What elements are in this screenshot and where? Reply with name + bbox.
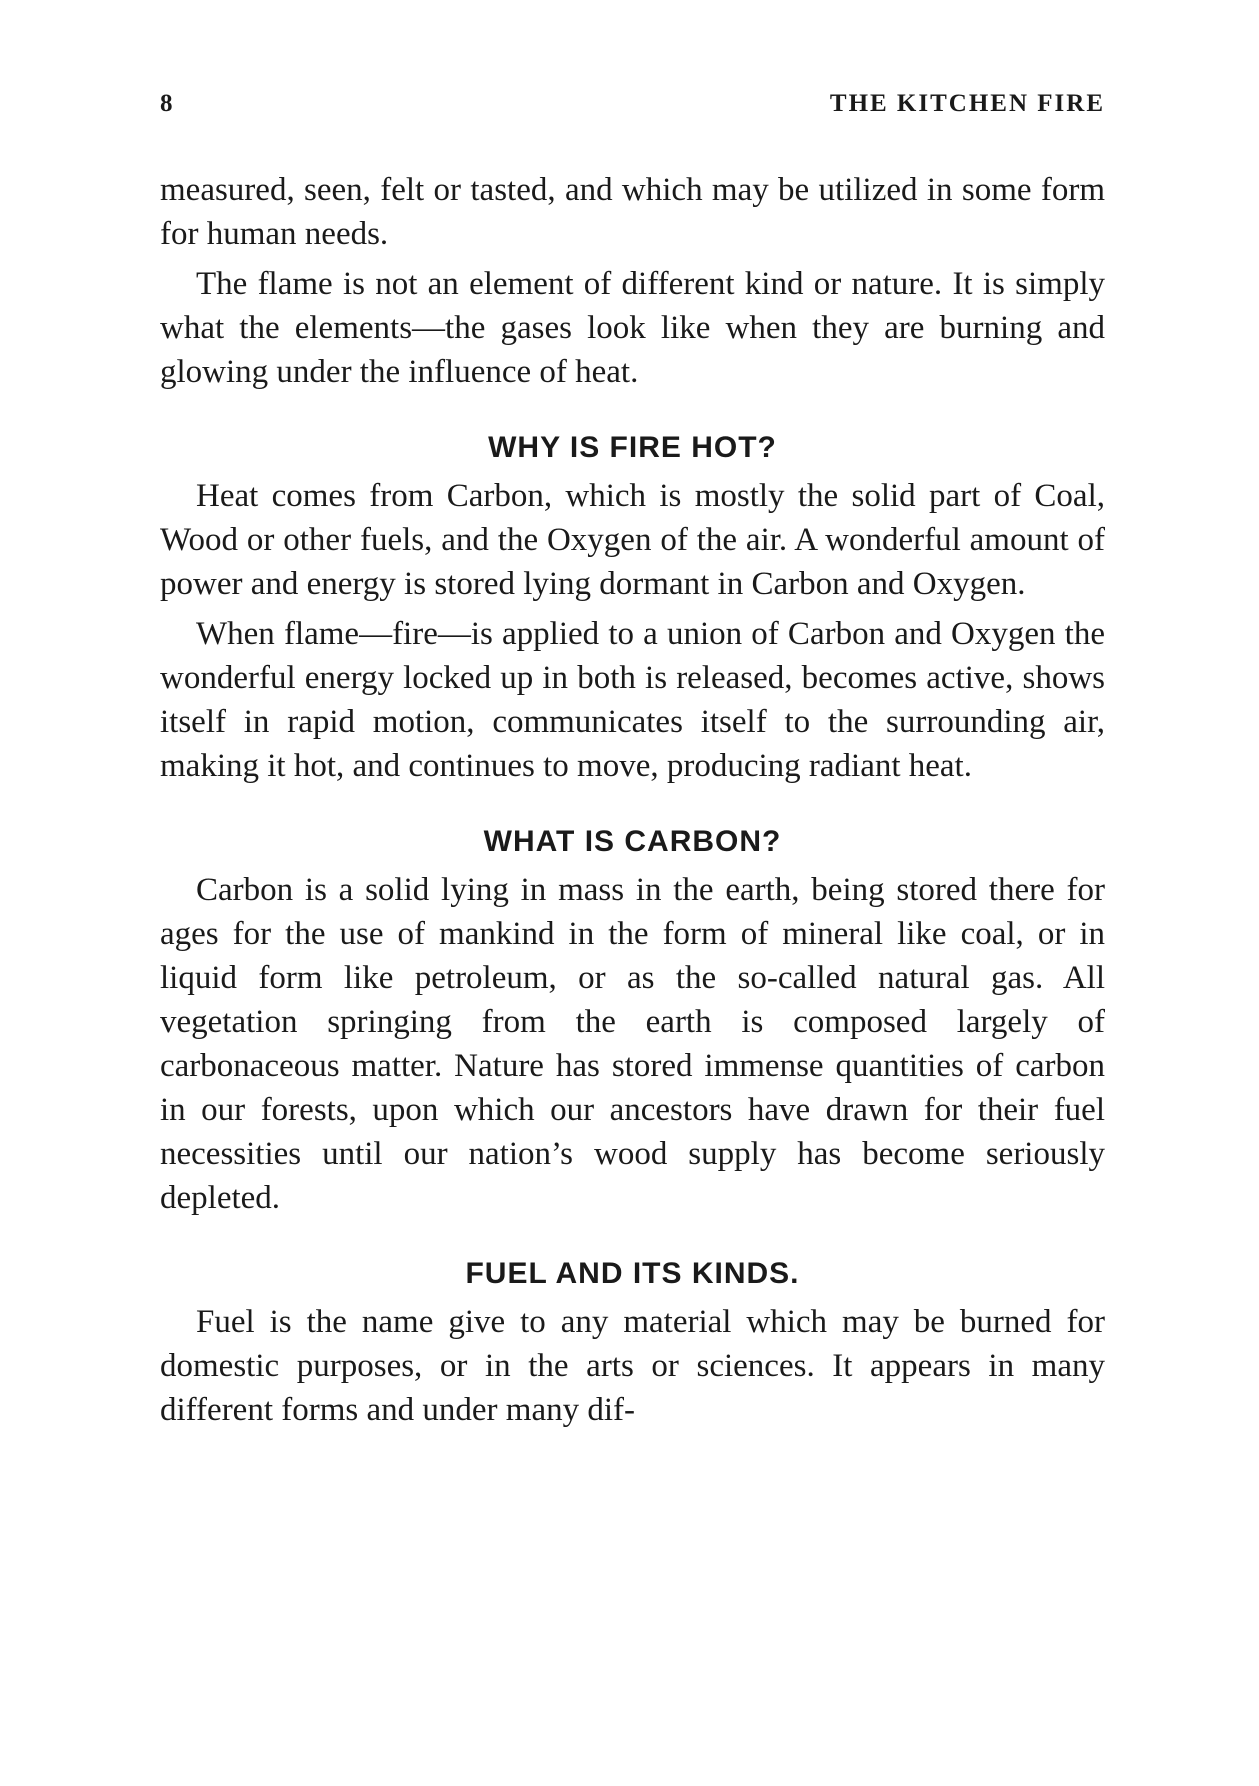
paragraph: Carbon is a solid lying in mass in the earth, being stored there for ages for the use of mankind in the form of mineral like coal, or in liquid form like petroleum, or as the so-called natural gas. All vegetation springing from the earth is composed largely of carbonaceous matter. Nature has stored immense quantities of carbon in our forests, upon which our ancestors have drawn for their fuel necessities until our nation’s wood supply has become seriously depleted. bbox=[160, 872, 1105, 1216]
intro-paragraph: The flame is not an element of different kind or nature. It is simply what the elements—the gases look like when they are burning and glowing under the influence of heat. bbox=[160, 266, 1105, 390]
page-body bbox=[160, 168, 1105, 1438]
running-header bbox=[160, 90, 1105, 124]
section-heading-why-is-fire-hot: WHY IS FIRE HOT? bbox=[488, 431, 777, 464]
paragraph: Heat comes from Carbon, which is mostly the solid part of Coal, Wood or other fuels, and the Oxygen of the air. A wonderful amount of power and energy is stored lying dormant in Carbon and Oxygen. bbox=[160, 478, 1105, 602]
running-title: THE KITCHEN FIRE bbox=[829, 90, 1105, 117]
paragraph: Fuel is the name give to any material which may be burned for domestic purposes, or in the arts or sciences. It appears in many different forms and under many dif- bbox=[160, 1304, 1105, 1428]
page-number: 8 bbox=[160, 90, 175, 117]
continuation-paragraph: measured, seen, felt or tasted, and which may be utilized in some form for human needs. bbox=[160, 172, 1105, 252]
section-heading-what-is-carbon: WHAT IS CARBON? bbox=[483, 825, 782, 858]
section-heading-fuel-and-its-kinds: FUEL AND ITS KINDS. bbox=[465, 1257, 800, 1290]
paragraph: When flame—fire—is applied to a union of Carbon and Oxygen the wonderful energy locked up in both is released, becomes active, shows itself in rapid motion, communicates itself to the surrounding air, making it hot, and continues to move, producing radiant heat. bbox=[160, 616, 1105, 784]
